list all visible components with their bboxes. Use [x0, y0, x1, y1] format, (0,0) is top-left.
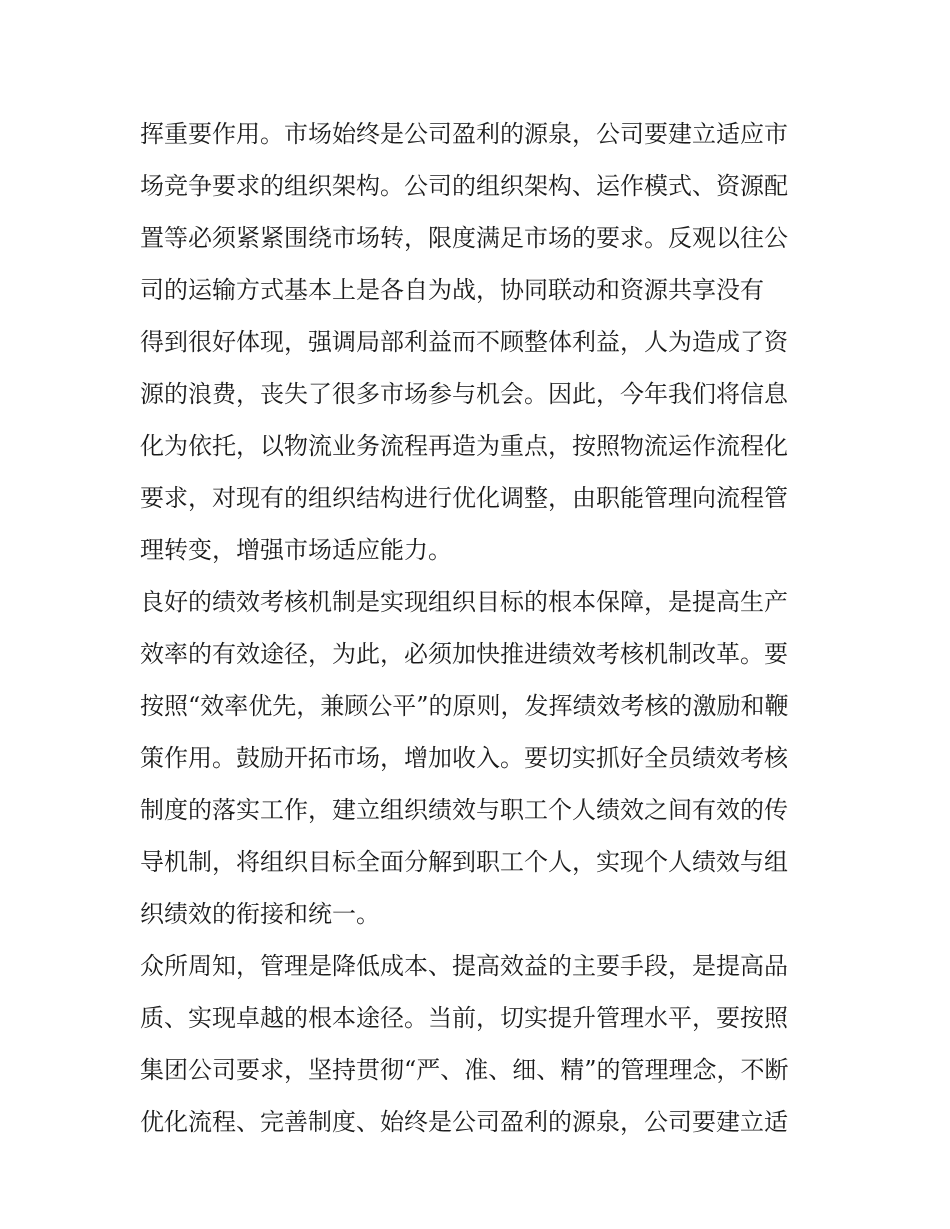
text-line: 策作用。鼓励开拓市场，增加收入。要切实抓好全员绩效考核 — [140, 744, 788, 772]
text-line: 司的运输方式基本上是各自为战，协同联动和资源共享没有 — [140, 276, 764, 304]
text-line: 导机制，将组织目标全面分解到职工个人，实现个人绩效与组 — [140, 848, 788, 876]
text-line: 集团公司要求，坚持贯彻“严、准、细、精”的管理理念，不断 — [140, 1056, 789, 1084]
text-line: 挥重要作用。市场始终是公司盈利的源泉，公司要建立适应市 — [140, 120, 788, 148]
text-line: 理转变，增强市场适应能力。 — [140, 536, 452, 564]
body-text — [140, 108, 820, 1148]
paragraph-1 — [140, 108, 820, 576]
text-line: 得到很好体现，强调局部利益而不顾整体利益，人为造成了资 — [140, 328, 788, 356]
text-line: 质、实现卓越的根本途径。当前，切实提升管理水平，要按照 — [140, 1004, 788, 1032]
text-line: 效率的有效途径，为此，必须加快推进绩效考核机制改革。要 — [140, 640, 788, 668]
text-line: 众所周知，管理是降低成本、提高效益的主要手段，是提高品 — [140, 952, 788, 980]
text-line: 按照“效率优先，兼顾公平”的原则，发挥绩效考核的激励和鞭 — [140, 692, 789, 720]
text-line: 化为依托，以物流业务流程再造为重点，按照物流运作流程化 — [140, 432, 788, 460]
text-line: 源的浪费，丧失了很多市场参与机会。因此，今年我们将信息 — [140, 380, 788, 408]
text-line: 要求，对现有的组织结构进行优化调整，由职能管理向流程管 — [140, 484, 788, 512]
text-line: 置等必须紧紧围绕市场转，限度满足市场的要求。反观以往公 — [140, 224, 788, 252]
text-line: 织绩效的衔接和统一。 — [140, 900, 380, 928]
text-line: 优化流程、完善制度、始终是公司盈利的源泉，公司要建立适 — [140, 1108, 788, 1136]
paragraph-3 — [140, 940, 820, 1148]
text-line: 制度的落实工作，建立组织绩效与职工个人绩效之间有效的传 — [140, 796, 788, 824]
text-line: 场竞争要求的组织架构。公司的组织架构、运作模式、资源配 — [140, 172, 788, 200]
paragraph-2 — [140, 576, 820, 940]
text-line: 良好的绩效考核机制是实现组织目标的根本保障，是提高生产 — [140, 588, 788, 616]
